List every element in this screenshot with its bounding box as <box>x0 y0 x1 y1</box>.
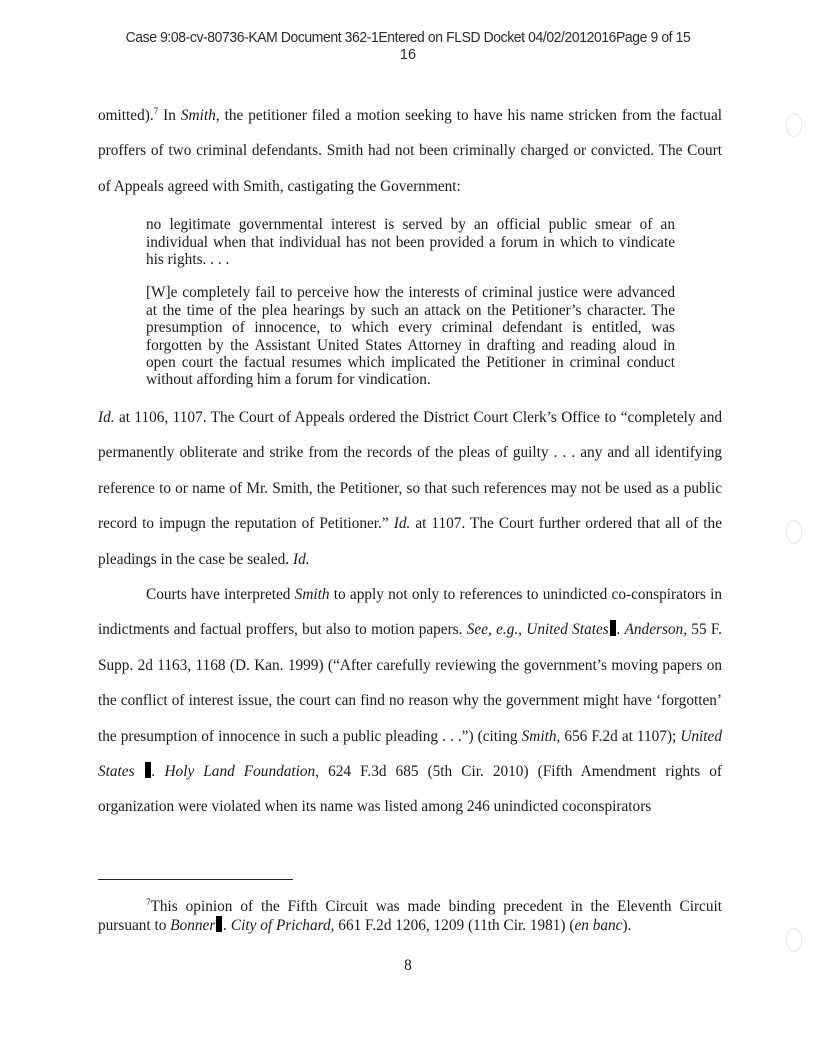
case-name: Smith <box>180 107 216 124</box>
footnote-divider <box>98 879 293 880</box>
case-name: . Holy Land Foundation <box>151 762 316 780</box>
scan-artifact <box>786 928 802 952</box>
footnote <box>98 897 722 935</box>
quote-paragraph-1: no legitimate governmental interest is served by an official public smear of an individual when that individual has not been provided a forum in which to vindicate his rights. . . . <box>146 216 675 269</box>
latin-phrase: en banc <box>574 917 623 934</box>
text-run: , the petitioner filed a motion seeking to have his name stricken from the factual proffers of two criminal defendants. Smith had not been criminally charged or convicted. The Court of Appeals agreed with Smith, castigating the Government: <box>98 107 722 195</box>
redaction-mark <box>216 916 222 932</box>
quote-paragraph-2: [W]e completely fail to perceive how the interests of criminal justice were advanced at the time of the plea hearings by such an attack on the Petitioner’s character. The presumption of innocence, to which every criminal defendant is entitled, was forgotten by the Assistant United States Attorney in drafting and reading aloud in open court the factual resumes which implicated the Petitioner in criminal conduct without affording him a forum for vindication. <box>146 284 675 389</box>
redaction-mark <box>145 762 151 778</box>
text-run: , 624 F.3d 685 (5th Cir. 2010) (Fifth Amendment rights of organization were violated when its name was listed among 246 unindicted coconspirators <box>98 762 722 816</box>
case-name: . City of Prichard <box>223 917 331 934</box>
scan-artifact <box>786 113 802 137</box>
case-name: Smith <box>294 585 330 603</box>
paragraph-1 <box>98 98 722 204</box>
case-header-line: Case 9:08-cv-80736-KAM Document 362-1Entered on FLSD Docket 04/02/2012016Page 9 of 15 <box>125 30 691 46</box>
case-name: Smith <box>521 727 557 745</box>
text-run: omitted). <box>98 107 154 124</box>
case-name: Bonner <box>170 917 216 934</box>
case-header <box>0 30 816 64</box>
block-quote <box>146 216 675 389</box>
text-run: , 55 F. Supp. 2d 1163, 1168 (D. Kan. 1999) (“After carefully reviewing the government’s moving papers on the conflict of interest issue, the court can find no reason why the government might have ‘forgotten’ the presumption of innocence in such a public pleading . . .”) (citing <box>98 621 722 745</box>
page-number: 8 <box>404 957 412 974</box>
text-run: to apply not only to references to unindicted co-conspirators in indictments and factual proffers, but also to motion papers. <box>98 585 722 639</box>
text-run: This opinion of the Fifth Circuit was made binding precedent in the Eleventh Circuit pursuant to <box>98 898 722 934</box>
text-run: at 1106, 1107. The Court of Appeals ordered the District Court Clerk’s Office to “completely and permanently obliterate and strike from the records of the pleas of guilty . . . any and all identifying reference to or name of Mr. Smith, the Petitioner, so that such references may not be used as a public record to impugn the reputation of Petitioner.” <box>98 408 722 533</box>
citation-signal: See, e.g., United States <box>466 621 609 639</box>
case-name: United States <box>98 727 722 780</box>
text-run: , 656 F.2d at 1107); <box>556 727 681 745</box>
citation-id: Id. <box>292 550 310 568</box>
text-run: , 661 F.2d 1206, 1209 (11th Cir. 1981) ( <box>330 917 575 934</box>
footnote-ref: 7 <box>153 105 159 116</box>
text-run: In <box>158 107 181 124</box>
document-body <box>98 98 722 825</box>
text-run: at 1107. The Court further ordered that all of the pleadings in the case be sealed. <box>98 515 722 568</box>
citation-id: Id. <box>98 408 115 426</box>
paragraph-3 <box>98 577 722 825</box>
footnote-text <box>98 897 722 935</box>
paragraph-2 <box>98 400 722 577</box>
scan-artifact <box>786 520 802 544</box>
text-run: Courts have interpreted <box>146 585 295 603</box>
text-run: ). <box>622 917 632 934</box>
footnote-number: 7 <box>146 896 151 907</box>
case-header-page: 16 <box>399 47 417 63</box>
citation-id: Id. <box>393 515 411 533</box>
redaction-mark <box>610 620 616 636</box>
case-name: . Anderson <box>616 621 684 639</box>
